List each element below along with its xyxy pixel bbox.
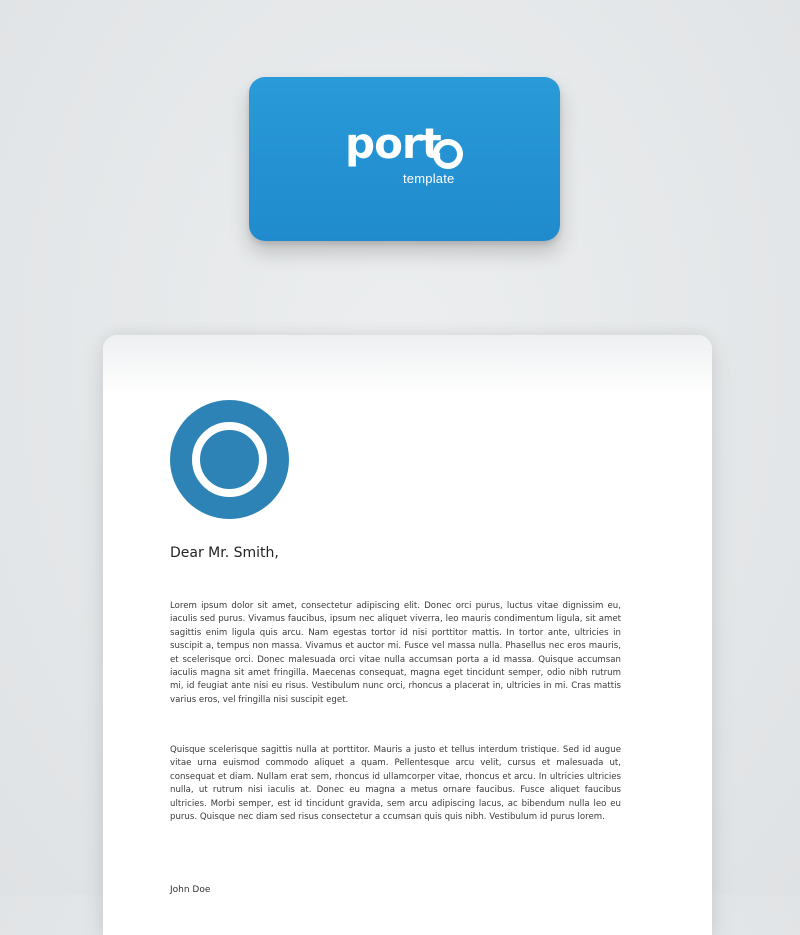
ring-emblem-icon xyxy=(170,400,289,519)
porto-logo xyxy=(345,119,475,189)
letter-greeting: Dear Mr. Smith, xyxy=(170,545,279,561)
letter-signature: John Doe xyxy=(170,885,211,895)
business-card xyxy=(249,77,560,241)
letter-paragraph: Lorem ipsum dolor sit amet, consectetur adipiscing elit. Donec orci purus, luctus vitae dignissim eu, iaculis sed purus. Vivamus faucibus, ipsum nec aliquet viverra, leo mauris condimentum ligula, sit amet sagittis enim ligula quis arcu. Nam egestas tortor id nisi porttitor mattis. In tortor ante, ultricies in suscipit a, tempus non massa. Vivamus et auctor mi. Fusce vel massa nulla. Phasellus nec eros mauris, et scelerisque orci. Donec malesuada orci vitae nulla accumsan porta a id massa. Quisque accumsan iaculis magna sit amet fringilla. Maecenas consequat, magna eget tincidunt semper, odio nibh rutrum mi, id feugiat ante nisi eu risus. Vestibulum nunc orci, rhoncus a placerat in, ultricies in mi. Cras mattis varius eros, vel fringilla nisi suscipit eget. xyxy=(170,601,621,705)
logo-o-ring-icon xyxy=(433,139,463,169)
logo-subtitle: template xyxy=(403,171,455,186)
letterhead-page xyxy=(103,335,712,935)
emblem-inner-ring xyxy=(192,422,267,497)
page-shade xyxy=(103,335,712,395)
logo-wordmark: port xyxy=(345,119,441,168)
letter-paragraph: Quisque scelerisque sagittis nulla at porttitor. Mauris a justo et tellus interdum tristique. Sed id augue vitae urna euismod commodo aliquet a quam. Pellentesque arcu velit, cursus et malesuada ut, consequat et diam. Nullam erat sem, rhoncus id ullamcorper vitae, rhoncus et arcu. In ultricies ultricies nulla, ut rutrum nisi iaculis at. Donec eu magna a metus ornare faucibus. Fusce aliquet faucibus ultricies. Morbi semper, est id tincidunt gravida, sem arcu adipiscing lacus, ac bibendum nulla leo eu purus. Quisque nec diam sed risus consectetur a ccumsan quis quis nibh. Vestibulum id purus lorem. xyxy=(170,745,621,823)
